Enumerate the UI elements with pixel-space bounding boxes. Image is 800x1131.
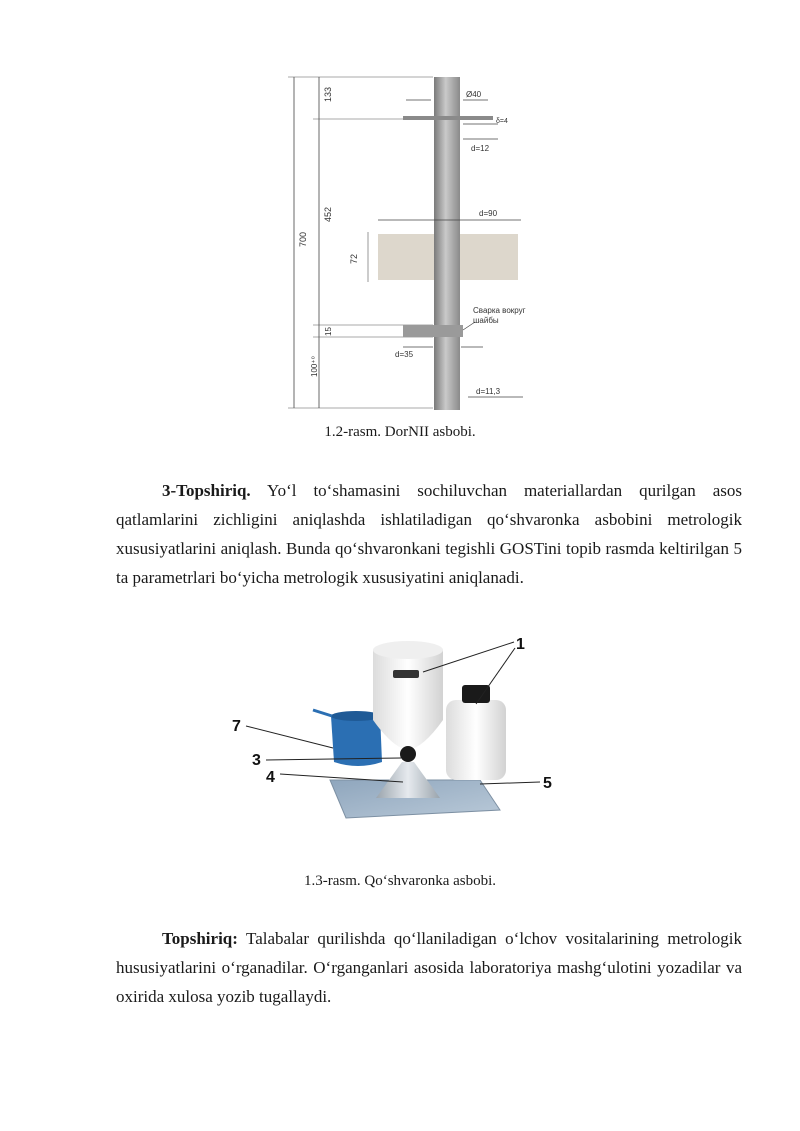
rod bbox=[434, 77, 460, 410]
section-3-text: Yo‘l to‘shamasini sochiluvchan materiallardan qurilgan asos qatlamlarini zichligini aniqlashda ishlatiladigan qo‘shvaronka asbobini metrologik xususiyatlarini aniqlash. Bunda qo‘shvaronkani tegishli GOSTini topib rasmda keltirilgan 5 ta parametrlari bo‘yicha metrologik xususiyatini aniqlanadi. bbox=[116, 481, 742, 587]
task-paragraph bbox=[116, 924, 742, 1011]
label-7: 7 bbox=[232, 718, 241, 735]
figure-2-caption: 1.3-rasm. Qo‘shvaronka asbobi. bbox=[303, 873, 497, 889]
dim-452: 452 bbox=[323, 206, 333, 222]
dim-700: 700 bbox=[298, 231, 308, 247]
bottom-washer bbox=[403, 325, 463, 337]
dim-15: 15 bbox=[324, 327, 333, 336]
weld-note-line1: Сварка вокруг bbox=[473, 306, 526, 315]
weld-note-line2: шайбы bbox=[473, 316, 499, 325]
task-label: Topshiriq: bbox=[162, 929, 238, 948]
section-3-label: 3-Topshiriq. bbox=[162, 481, 251, 500]
task-text: Talabalar qurilishda qo‘llaniladigan o‘lchov vositalarining metrologik hususiyatlarini o‘rganadilar. O‘rganganlari asosida laboratoriya mashg‘ulotini yozadilar va oxirida xulosa yozib tugallaydi. bbox=[116, 929, 742, 1006]
section-3-paragraph bbox=[116, 476, 742, 592]
dim-d35: d=35 bbox=[395, 350, 414, 359]
dornii-device-drawing bbox=[283, 72, 553, 412]
label-1: 1 bbox=[516, 636, 525, 653]
dim-delta4: δ=4 bbox=[496, 118, 508, 125]
double-funnel-photo bbox=[218, 630, 578, 840]
dim-d11-3: d=11,3 bbox=[476, 387, 501, 396]
top-washer bbox=[403, 116, 493, 120]
dim-100: 100⁺⁰ bbox=[310, 356, 319, 377]
label-4: 4 bbox=[266, 769, 275, 786]
valve bbox=[400, 746, 416, 762]
dim-72: 72 bbox=[349, 253, 359, 264]
white-bottle bbox=[446, 700, 506, 780]
dim-d12: d=12 bbox=[471, 144, 490, 153]
dim-d90: d=90 bbox=[479, 209, 498, 218]
label-3: 3 bbox=[252, 752, 261, 769]
label-5: 5 bbox=[543, 775, 552, 792]
dim-phi40: Ø40 bbox=[466, 90, 482, 99]
figure-1-caption: 1.2-rasm. DorNII asbobi. bbox=[324, 424, 476, 440]
dim-133: 133 bbox=[323, 86, 333, 102]
